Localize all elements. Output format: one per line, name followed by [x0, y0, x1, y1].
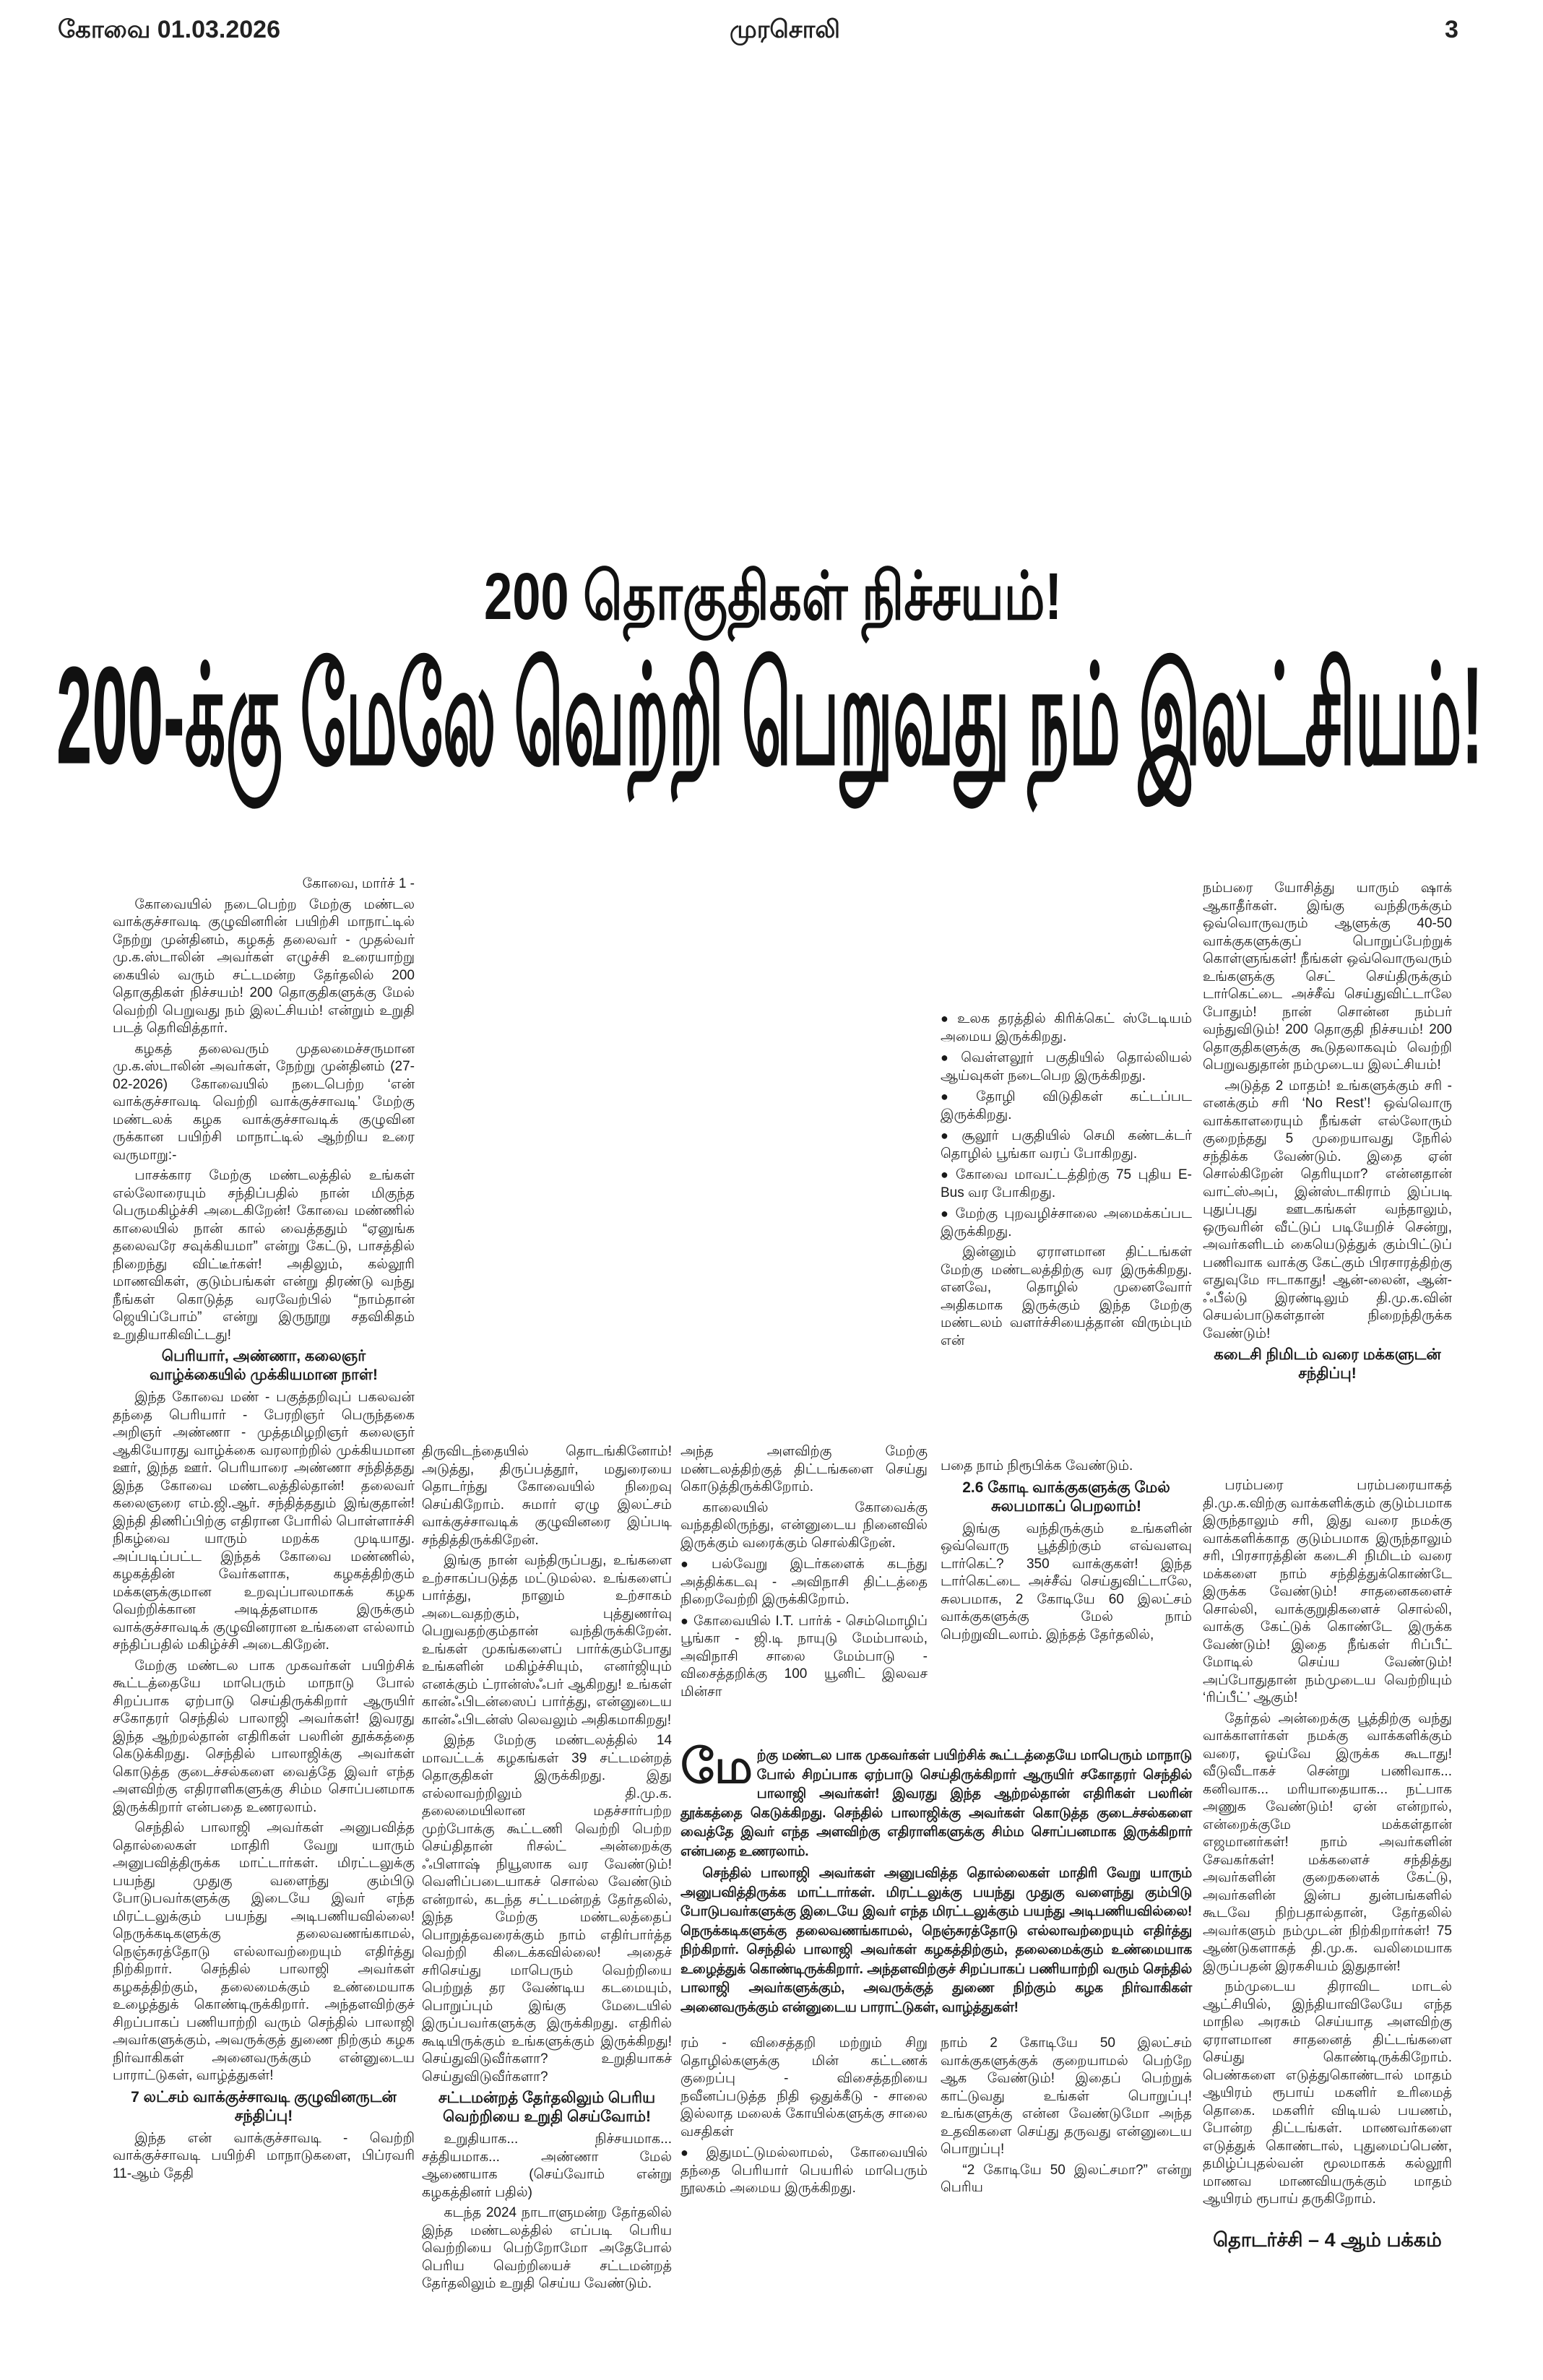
bullet-item: ● கோவையில் I.T. பார்க் - செம்மொழிப் பூங்கா - ஜி.டி நாயுடு மேம்பாலம், அவிநாசி சாலை மேம்பாடு - விசைத்தறிக்கு 100 யூனிட் இலவச மின்சா	[680, 1612, 928, 1702]
paragraph: பாசக்கார மேற்கு மண்டலத்தில் உங்கள் எல்லோரையும் சந்திப்பதில் நான் மிகுந்த பெருமகிழ்ச்சி அடைகிறேன்! கோவை மண்ணில் காலையில் நான் கால் வைத்ததும் “ஏனுங்க தலைவரே சவுக்கியமா” என்று கேட்டு, பாசத்தில் நிறைந்து விட்டீர்கள்! அதிலும், கல்லூரி மாணவிகள், குடும்பங்கள் என்று திரண்டு வந்து நீங்கள் கொடுத்த வரவேற்பில் “நாம்தான் ஜெயிப்போம்” என்று இருநூறு சதவிகிதம் உறுதியாகிவிட்டது!	[113, 1168, 415, 1343]
bullet-item: ● கோவை மாவட்டத்திற்கு 75 புதிய E-Bus வர போகிறது.	[941, 1166, 1192, 1202]
edition-date: கோவை 01.03.2026	[58, 16, 280, 43]
headline-kicker: 200 தொகுதிகள் நிச்சயம்!	[484, 559, 1062, 633]
highlight-box	[680, 1739, 1192, 2020]
paragraph: கழகத் தலைவரும் முதலமைச்சருமான மு.க.ஸ்டாலின் அவர்கள், நேற்று முன்தினம் (27-02-2026) கோவையில் நடைபெற்ற ‘என் வாக்குச்சாவடி வெற்றி வாக்குச்சாவடி’ மேற்கு மண்டலக் கழக வாக்குச்சாவடிக் குழுவின ருக்கான பயிற்சி மாநாட்டில் ஆற்றிய உரை வருமாறு:-	[113, 1041, 415, 1163]
subheading: பெரியார், அண்ணா, கலைஞர் வாழ்க்கையில் முக்கியமான நாள்!	[150, 1348, 378, 1383]
paragraph: பதை நாம் நிரூபிக்க வேண்டும்.	[941, 1458, 1133, 1474]
bullet-item: ● சூலூர் பகுதியில் செமி கண்டக்டர் தொழில் பூங்கா வரப் போகிறது.	[941, 1127, 1192, 1163]
paragraph: நாம் 2 கோடியே 50 இலட்சம் வாக்குகளுக்குக் குறையாமல் பெற்றே ஆக வேண்டும்! இதைப் பெற்றுக் காட்டுவது உங்கள் பொறுப்பு! உங்களுக்கு என்ன வேண்டுமோ அந்த உதவிகளை செய்து தருவது என்னுடைய பொறுப்பு!	[941, 2035, 1192, 2157]
article-column-3-top	[680, 1010, 928, 1704]
subheading: 7 லட்சம் வாக்குச்சாவடி குழுவினருடன் சந்திப்பு!	[131, 2088, 397, 2124]
article-column-4-top	[941, 1010, 1192, 1443]
article-column-3-bottom	[680, 2035, 928, 2201]
subheading: 2.6 கோடி வாக்குகளுக்கு மேல் சுலபமாகப் பெறலாம்!	[962, 1479, 1170, 1515]
page-number: 3	[1445, 16, 1458, 43]
bullet-item: ● இதுமட்டுமல்லாமல், கோவையில் தந்தை பெரியார் பெயரில் மாபெரும் நூலகம் அமைய இருக்கிறது.	[680, 2144, 928, 2198]
headline-main: 200-க்கு மேலே வெற்றி பெறுவது நம் இலட்சியம்!	[56, 638, 1483, 794]
drop-cap: மே	[680, 1739, 753, 1793]
paragraph: செந்தில் பாலாஜி அவர்கள் அனுபவித்த தொல்லைகள் மாதிரி வேறு யாரும் அனுபவித்திருக்க மாட்டார்கள். மிரட்டலுக்கு பயந்து முதுகு வளைந்து கும்பிடு போடுபவர்களுக்கு இடையே இவர் எந்த மிரட்டலுக்கும் பயந்து அடிபணியவில்லை! நெருக்கடிகளுக்கு தலைவணங்காமல், நெஞ்சுரத்தோடு எல்லாவற்றையும் எதிர்த்து நிற்கிறார். செந்தில் பாலாஜி அவர்கள் கழகத்திற்கும், தலைமைக்கும் உண்மையாக உழைத்துக் கொண்டிருக்கிறார். அந்தளவிற்குச் சிறப்பாகப் பணியாற்றி வரும் செந்தில் பாலாஜி அவர்களுக்கும், அவருக்குத் துணை நிற்கும் கழக நிர்வாகிகள் அனைவருக்கும் என்னுடைய பாராட்டுகள், வாழ்த்துகள்!	[113, 1820, 415, 2083]
article-column-2	[422, 1443, 672, 2296]
paper-name: முரசொலி	[730, 16, 840, 43]
paragraph: இன்னும் ஏராளமான திட்டங்கள் மேற்கு மண்டலத்திற்கு வர இருக்கிறது. எனவே, தொழில் முனைவோர் அதிகமாக இருக்கும் இந்த மேற்கு மண்டலம் வளர்ச்சியைத்தான் விரும்பும் என்	[941, 1245, 1192, 1349]
paragraph	[680, 1739, 1192, 1861]
paragraph: திருவிடந்தையில் தொடங்கினோம்! அடுத்து, திருப்பத்தூர், மதுரையை தொடர்ந்து கோவையில் நிறைவு செய்கிறோம். சுமார் ஏழு இலட்சம் வாக்குச்சாவடிக் குழுவினரை இப்படி சந்தித்திருக்கிறேன்.	[422, 1444, 672, 1548]
paragraph: செந்தில் பாலாஜி அவர்கள் அனுபவித்த தொல்லைகள் மாதிரி வேறு யாரும் அனுபவித்திருக்க மாட்டார்கள். மிரட்டலுக்கு பயந்து முதுகு வளைந்து கும்பிடு போடுபவர்களுக்கு இடையே இவர் எந்த மிரட்டலுக்கும் பயந்து அடிபணியவில்லை! நெருக்கடிகளுக்கு தலைவணங்காமல், நெஞ்சுரத்தோடு எல்லாவற்றையும் எதிர்த்து நிற்கிறார். செந்தில் பாலாஜி அவர்கள் கழகத்திற்கும், தலைமைக்கும் உண்மையாக உழைத்துக் கொண்டிருக்கிறார். அந்தளவிற்குச் சிறப்பாகப் பணியாற்றி வரும் செந்தில் பாலாஜி அவர்களுக்கும், அவருக்குத் துணை நிற்கும் கழக நிர்வாகிகள் அனைவருக்கும் என்னுடைய பாராட்டுகள், வாழ்த்துகள்!	[680, 1866, 1192, 2015]
subheading: சட்டமன்றத் தேர்தலிலும் பெரிய வெற்றியை உறுதி செய்வோம்!	[438, 2090, 656, 2125]
bullet-item: ● உலக தரத்தில் கிரிக்கெட் ஸ்டேடியம் அமைய இருக்கிறது.	[941, 1010, 1192, 1046]
article-column-1	[113, 875, 415, 2186]
paragraph: நம்பரை யோசித்து யாரும் ஷாக் ஆகாதீர்கள். இங்கு வந்திருக்கும் ஒவ்வொருவரும் ஆளுக்கு 40-50 வாக்குகளுக்குப் பொறுப்பேற்றுக் கொள்ளுங்கள்! நீங்கள் ஒவ்வொருவரும் உங்களுக்கு செட் செய்திருக்கும் டார்கெட்டை அச்சீவ் செய்துவிட்டாலே போதும்! நான் சொன்ன நம்பர் வந்துவிடும்! 200 தொகுதி நிச்சயம்! 200 தொகுதிகளுக்கு கூடுதலாகவும் வெற்றி பெறுவதுதான் நம்முடைய இலட்சியம்!	[1203, 880, 1452, 1073]
paragraph: இந்த கோவை மண் - பகுத்தறிவுப் பகலவன் தந்தை பெரியார் - பேரறிஞர் பெருந்தகை அறிஞர் அண்ணா - முத்தமிழறிஞர் கலைஞர் ஆகியோரது வாழ்க்கை வரலாற்றில் முக்கியமான ஊர், இந்த ஊர். பெரியாரை அண்ணா சந்தித்தது இந்த கோவை மண்டலத்தில்தான்! தலைவர் கலைஞரை எம்.ஜி.ஆர். சந்தித்ததும் இங்குதான்! இந்தி திணிப்பிற்கு எதிரான போரில் பொள்ளாச்சி நிகழ்வை யாரும் மறக்க முடியாது. அப்படிப்பட்ட இந்தக் கோவை மண்ணில், கழகத்தின் வேர்களாக, கழகத்திற்கும் மக்களுக்குமான உறவுப்பாலமாகக் கழக வெற்றிக்கான அடித்தளமாக இருக்கும் வாக்குச்சாவடிக் குழுவினரான உங்களை எல்லாம் சந்திப்பதில் மகிழ்ச்சி அடைகிறேன்.	[113, 1390, 415, 1653]
bullet-item: ● தோழி விடுதிகள் கட்டப்பட இருக்கிறது.	[941, 1088, 1192, 1124]
article-column-5-bottom	[1203, 1477, 1452, 2212]
article-column-4-bottom	[941, 2035, 1192, 2200]
bullet-item: ● மேற்கு புறவழிச்சாலை அமைக்கப்பட இருக்கிறது.	[941, 1205, 1192, 1241]
paragraph: அடுத்த 2 மாதம்! உங்களுக்கும் சரி - எனக்கும் சரி ‘No Rest’! ஒவ்வொரு வாக்காளரையும் நீங்கள் எல்லோரும் குறைந்தது 5 முறையாவது நேரில் சந்திக்க வேண்டும். இதை ஏன் சொல்கிறேன் தெரியுமா? என்னதான் வாட்ஸ்அப், இன்ஸ்டாகிராம் இப்படி புதுப்புது ஊடகங்கள் வந்தாலும், ஒருவரின் வீட்டுப் படியேறிச் சென்று, அவர்களிடம் கையெடுத்துக் கும்பிட்டுப் பணிவாக வாக்கு கேட்கும் பிரசாரத்திற்கு எதுவுமே ஈடாகாது! ஆன்-லைன், ஆன்-ஃபீல்டு இரண்டிலும் தி.மு.க.வின் செயல்பாடுகள்தான் நிறைந்திருக்க வேண்டும்!	[1203, 1078, 1452, 1341]
paragraph: பரம்பரை பரம்பரையாகத் தி.மு.க.விற்கு வாக்களிக்கும் குடும்பமாக இருந்தாலும் சரி, இது வரை நமக்கு வாக்களிக்காத குடும்பமாக இருந்தாலும் சரி, பிரசாரத்தின் கடைசி நிமிடம் வரை மக்களை நாம் சந்தித்துக்கொண்டே இருக்க வேண்டும்! சாதனைகளைச் சொல்லி, வாக்குறுதிகளைச் சொல்லி, வாக்கு கேட்டுக் கொண்டே இருக்க வேண்டும்! இதை நீங்கள் ரிப்பீட் மோடில் செய்ய வேண்டும்! அப்போதுதான் நம்முடைய வெற்றியும் ‘ரிப்பீட்’ ஆகும்!	[1203, 1478, 1452, 1705]
article-column-5-top	[1203, 880, 1452, 1458]
paragraph: காலையில் கோவைக்கு வந்ததிலிருந்து, என்னுடைய நினைவில் இருக்கும் வரைக்கும் சொல்கிறேன்.	[680, 1500, 928, 1551]
article-column-4-mid	[941, 1458, 1192, 1644]
middle-upper-row	[680, 1010, 1192, 1732]
paragraph: கோவையில் நடைபெற்ற மேற்கு மண்டல வாக்குச்சாவடி குழுவினரின் பயிற்சி மாநாட்டில் நேற்று முன்தினம், கழகத் தலைவர் - முதல்வர் மு.க.ஸ்டாலின் அவர்கள் எழுச்சி உரையாற்று கையில் வரும் சட்டமன்ற தேர்தலில் 200 தொகுதிகள் நிச்சயம்! 200 தொகுதிகளுக்கு மேல் வெற்றி பெறுவது நம் இலட்சியம்! என்றும் உறுதி படத் தெரிவித்தார்.	[113, 896, 415, 1036]
paragraph: கடந்த 2024 நாடாளுமன்ற தேர்தலில் இந்த மண்டலத்தில் எப்படி பெரிய வெற்றியை பெற்றோமோ அதேபோல் பெரிய வெற்றியைச் சட்டமன்றத் தேர்தலிலும் உறுதி செய்ய வேண்டும்.	[422, 2205, 672, 2291]
middle-lower-row	[680, 2035, 1192, 2201]
subheading: கடைசி நிமிடம் வரை மக்களுடன் சந்திப்பு!	[1214, 1346, 1441, 1382]
continued-on-page-4: தொடர்ச்சி – 4 ஆம் பக்கம்	[1213, 2228, 1442, 2251]
paragraph: தேர்தல் அன்றைக்கு பூத்திற்கு வந்து வாக்காளர்கள் நமக்கு வாக்களிக்கும் வரை, ஓய்வே இருக்க கூடாது! வீடுவீடாகச் சென்று பணிவாக... கனிவாக... மரியாதையாக... நட்பாக அணுக வேண்டும்! ஏன் என்றால், என்றைக்குமே மக்கள்தான் எஜமானர்கள்! நாம் அவர்களின் சேவகர்கள்! மக்களைச் சந்தித்து அவர்களின் குறைகளைக் கேட்டு, அவர்களின் இன்ப துன்பங்களில் கூடவே நிற்பதால்தான், தேர்தலில் அவர்களும் நம்முடன் நிற்கிறார்கள்! 75 ஆண்டுகளாகத் தி.மு.க. வலிமையாக இருப்பதன் இரகசியம் இதுதான்!	[1203, 1710, 1452, 1974]
paragraph: நம்முடைய திராவிட மாடல் ஆட்சியில், இந்தியாவிலேயே எந்த மாநில அரசும் செய்யாத அளவிற்கு ஏராளமான சாதனைத் திட்டங்களை செய்து கொண்டிருக்கிறோம். பெண்களை எடுத்துகொண்டால் மாதம் ஆயிரம் ரூபாய் மகளிர் உரிமைத் தொகை. மகளிர் விடியல் பயணம், போன்ற திட்டங்கள். மாணவர்களை எடுத்துக் கொண்டால், புதுமைப்பெண், தமிழ்ப்புதல்வன் மூலமாகக் கல்லூரி மாணவ மாணவியருக்கும் மாதம் ஆயிரம் ரூபாய் தருகிறோம்.	[1203, 1979, 1452, 2207]
paragraph: “2 கோடியே 50 இலட்சமா?” என்று பெரிய	[941, 2162, 1192, 2195]
box-text: ற்கு மண்டல பாக முகவர்கள் பயிற்சிக் கூட்டத்தையே மாபெரும் மாநாடு போல் சிறப்பாக ஏற்பாடு செய்திருக்கிறார் ஆருயிர் சகோதரர் செந்தில் பாலாஜி அவர்கள்! இவரது இந்த ஆற்றல்தான் எதிரிகள் பலரின் தூக்கத்தை கெடுக்கிறது. செந்தில் பாலாஜிக்கு அவர்கள் கொடுத்த குடைச்சல்களை வைத்தே இவர் எந்த அளவிற்கு எதிராளிகளுக்கு சிம்ம சொப்பனமாக இருக்கிறார் என்பதை உணரலாம்.	[680, 1748, 1192, 1859]
paragraph: மேற்கு மண்டல பாக முகவர்கள் பயிற்சிக் கூட்டத்தையே மாபெரும் மாநாடு போல் சிறப்பாக ஏற்பாடு செய்திருக்கிறார் ஆருயிர் சகோதரர் செந்தில் பாலாஜி அவர்கள்! இவரது இந்த ஆற்றல்தான் எதிரிகள் பலரின் தூக்கத்தை கெடுக்கிறது. செந்தில் பாலாஜிக்கு அவர்கள் கொடுத்த குடைச்சல்களை வைத்தே இவர் எந்த அளவிற்கு எதிராளிகளுக்கு சிம்ம சொப்பனமாக இருக்கிறார் என்பதை உணரலாம்.	[113, 1658, 415, 1815]
paragraph: ரம் - விசைத்தறி மற்றும் சிறு தொழில்களுக்கு மின் கட்டணக் குறைப்பு - விசைத்தறியை நவீனப்படுத்த நிதி ஒதுக்கீடு - சாலை இல்லாத மலைக் கோயில்களுக்கு சாலை வசதிகள்	[680, 2035, 928, 2139]
paragraph: அந்த அளவிற்கு மேற்கு மண்டலத்திற்குத் திட்டங்களை செய்து கொடுத்திருக்கிறோம்.	[680, 1444, 928, 1494]
paragraph: இந்த என் வாக்குச்சாவடி - வெற்றி வாக்குச்சாவடி பயிற்சி மாநாடுகளை, பிப்ரவரி 11-ஆம் தேதி	[113, 2130, 415, 2181]
article-column-4-upper	[941, 1010, 1192, 1647]
middle-region	[680, 1010, 1192, 2201]
paragraph: இங்கு வந்திருக்கும் உங்களின் ஒவ்வொரு பூத்திற்கும் எவ்வளவு டார்கெட்? 350 வாக்குகள்! இந்த டார்கெட்டை அச்சீவ் செய்துவிட்டாலே, சுலபமாக, 2 கோடியே 60 இலட்சம் வாக்குகளுக்கு மேல் நாம் பெற்றுவிடலாம். இந்தத் தேர்தலில்,	[941, 1520, 1192, 1643]
bullet-item: ● வெள்ளலூர் பகுதியில் தொல்லியல் ஆய்வுகள் நடைபெற இருக்கிறது.	[941, 1049, 1192, 1085]
paragraph: இந்த மேற்கு மண்டலத்தில் 14 மாவட்டக் கழகங்கள் 39 சட்டமன்றத் தொகுதிகள் இருக்கிறது. இது எல்லாவற்றிலும் தி.மு.க. தலைமையிலான மதச்சார்பற்ற முற்போக்கு கூட்டணி வெற்றி பெற்ற செய்திதான் ரிசல்ட் அன்றைக்கு ஃபிளாஷ் நியூஸாக வர வேண்டும்! வெளிப்படையாகச் சொல்ல வேண்டும் என்றால், கடந்த சட்டமன்றத் தேர்தலில், இந்த மேற்கு மண்டலத்தைப் பொறுத்தவரைக்கும் நாம் எதிர்பார்த்த வெற்றி கிடைக்கவில்லை! அதைச் சரிசெய்து மாபெரும் வெற்றியை பெற்றுத் தர வேண்டிய கடமையும், பொறுப்பும் இங்கு மேடையில் இருப்பவர்களுக்கு இருக்கிறது. எதிரில் கூடியிருக்கும் உங்களுக்கும் இருக்கிறது! செய்துவிடுவீர்களா? உறுதியாகச் செய்துவிடுவீர்களா?	[422, 1733, 672, 2085]
bullet-item: ● பல்வேறு இடர்களைக் கடந்து அத்திக்கடவு - அவிநாசி திட்டத்தை நிறைவேற்றி இருக்கிறோம்.	[680, 1555, 928, 1609]
paragraph: இங்கு நான் வந்திருப்பது, உங்களை உற்சாகப்படுத்த மட்டுமல்ல. உங்களைப் பார்த்து, நானும் உற்சாகம் அடைவதற்கும், புத்துணர்வு பெறுவதற்கும்தான் வந்திருக்கிறேன். உங்கள் முகங்களைப் பார்க்கும்போது உங்களின் மகிழ்ச்சியும், எனர்ஜியும் எனக்கும் ட்ரான்ஸ்ஃபர் ஆகிறது! உங்கள் கான்ஃபிடன்ஸைப் பார்த்து, என்னுடைய கான்ஃபிடன்ஸ் லெவலும் அதிகமாகிறது!	[422, 1553, 672, 1728]
paragraph: உறுதியாக... நிச்சயமாக... சத்தியமாக... அண்ணா மேல் ஆணையாக (செய்வோம் என்று கழகத்தினர் பதில்)	[422, 2132, 672, 2200]
article-column-5	[1203, 880, 1452, 2254]
dateline: கோவை, மார்ச் 1 -	[302, 876, 415, 891]
